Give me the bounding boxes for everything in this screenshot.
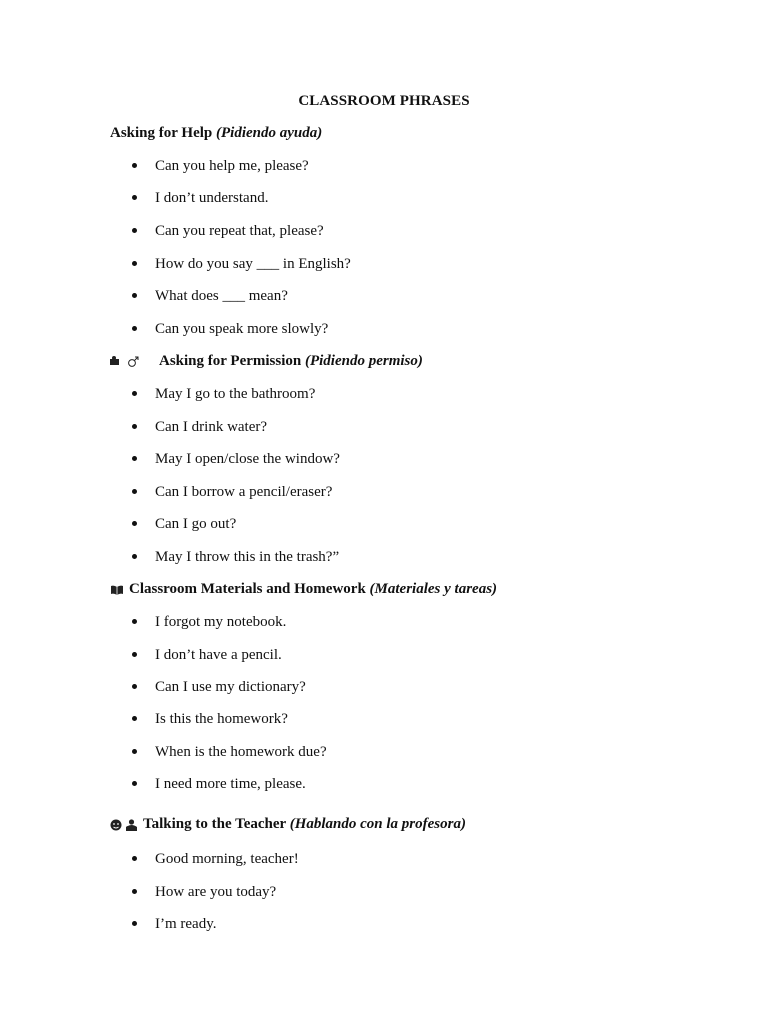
list-item <box>132 419 267 436</box>
bullet <box>132 856 137 861</box>
list-item <box>132 776 306 793</box>
bullet <box>132 889 137 894</box>
section-heading-asking-for-permission <box>110 353 423 370</box>
heading-translation: (Pidiendo ayuda) <box>216 125 323 141</box>
heading-translation: (Hablando con la profesora) <box>289 816 466 832</box>
bullet <box>132 489 137 494</box>
list-item-text: I don’t understand. <box>155 190 269 206</box>
list-item-text: Can I drink water? <box>155 419 268 435</box>
list-item <box>132 916 217 933</box>
list-item-text: I don’t have a pencil. <box>155 647 282 663</box>
heading-text: Talking to the Teacher <box>143 816 290 832</box>
teacher-icon <box>125 819 138 831</box>
list-item <box>132 884 276 901</box>
heading-translation: (Pidiendo permiso) <box>304 353 423 369</box>
list-item <box>132 321 328 338</box>
bullet <box>132 554 137 559</box>
list-item <box>132 256 351 273</box>
bullet <box>132 456 137 461</box>
bullet <box>132 391 137 396</box>
list-item <box>132 711 288 728</box>
list-item-text: May I throw this in the trash?” <box>155 549 340 565</box>
male-sign-icon <box>127 356 139 368</box>
list-item <box>132 288 288 305</box>
section-heading-asking-for-help <box>110 125 322 142</box>
list-item-text: When is the homework due? <box>155 744 327 760</box>
bullet <box>132 163 137 168</box>
bullet <box>132 521 137 526</box>
heading-text: Asking for Permission <box>159 353 305 369</box>
list-item-text: Can you repeat that, please? <box>155 223 324 239</box>
list-item-text: Can you help me, please? <box>155 158 309 174</box>
list-item-text: I forgot my notebook. <box>155 614 287 630</box>
list-item-text: How are you today? <box>155 884 277 900</box>
list-item-text: Can I go out? <box>155 516 237 532</box>
list-item <box>132 223 324 240</box>
list-item <box>132 516 236 533</box>
bullet <box>132 749 137 754</box>
heading-translation: (Materiales y tareas) <box>369 581 498 597</box>
face-icon <box>110 819 122 831</box>
list-item <box>132 679 306 696</box>
list-item <box>132 851 299 868</box>
open-book-icon <box>110 584 124 596</box>
bullet <box>132 652 137 657</box>
bullet <box>132 424 137 429</box>
section-heading-talking-to-teacher <box>110 816 466 833</box>
list-item-text: Good morning, teacher! <box>155 851 299 867</box>
list-item <box>132 484 332 501</box>
bullet <box>132 619 137 624</box>
list-item-text: Can I borrow a pencil/eraser? <box>155 484 333 500</box>
list-item-text: How do you say ___ in English? <box>155 256 351 272</box>
page-title: CLASSROOM PHRASES <box>298 93 470 109</box>
bullet <box>132 921 137 926</box>
heading-text: Classroom Materials and Homework <box>129 581 370 597</box>
bullet <box>132 228 137 233</box>
bullet <box>132 195 137 200</box>
section-heading-classroom-materials <box>110 581 497 598</box>
list-item <box>132 614 286 631</box>
list-item <box>132 190 268 207</box>
list-item-text: What does ___ mean? <box>155 288 288 304</box>
list-item-text: I’m ready. <box>155 916 217 932</box>
bullet <box>132 716 137 721</box>
bullet <box>132 326 137 331</box>
heading-text: Asking for Help <box>110 125 216 141</box>
list-item-text: Can I use my dictionary? <box>155 679 306 695</box>
list-item <box>132 158 309 175</box>
person-gesturing-icon <box>110 356 122 368</box>
list-item <box>132 744 327 761</box>
list-item <box>132 647 282 664</box>
list-item <box>132 451 340 468</box>
bullet <box>132 261 137 266</box>
list-item-text: May I open/close the window? <box>155 451 340 467</box>
bullet <box>132 781 137 786</box>
list-item-text: I need more time, please. <box>155 776 306 792</box>
list-item <box>132 386 315 403</box>
list-item-text: Is this the homework? <box>155 711 288 727</box>
list-item-text: May I go to the bathroom? <box>155 386 316 402</box>
list-item <box>132 549 339 566</box>
list-item-text: Can you speak more slowly? <box>155 321 329 337</box>
bullet <box>132 684 137 689</box>
bullet <box>132 293 137 298</box>
